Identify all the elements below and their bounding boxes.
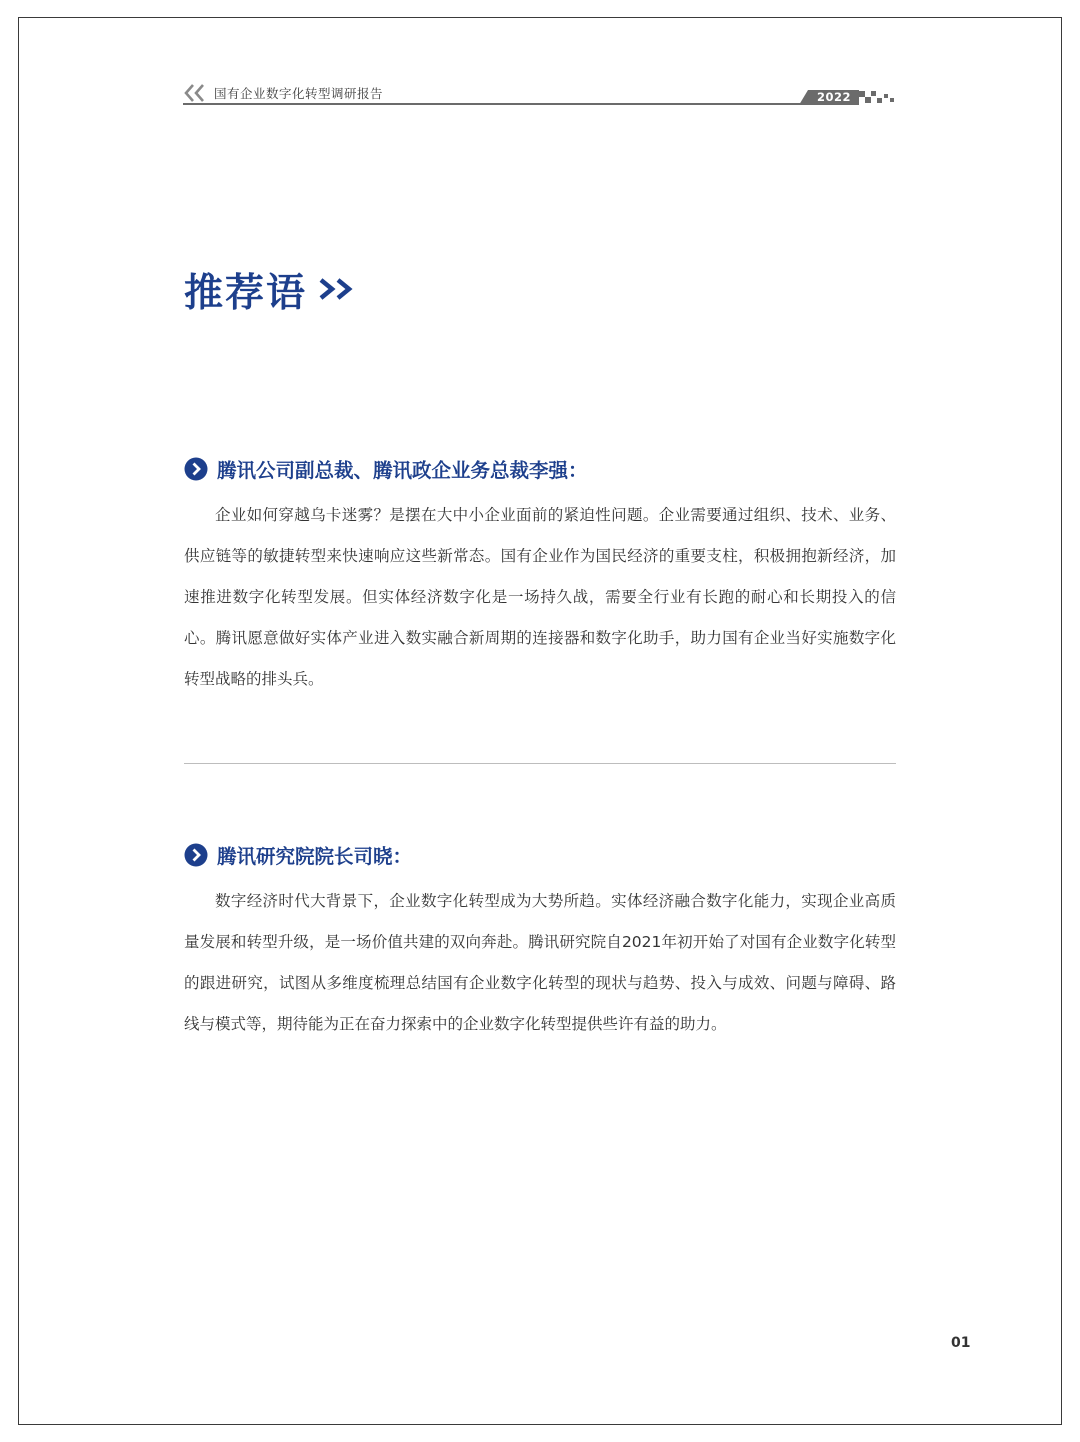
header-rule	[183, 103, 805, 105]
report-year: 2022	[817, 90, 852, 104]
page-title: 推荐语	[184, 271, 308, 316]
circle-chevron-right-icon	[184, 457, 208, 481]
section-body-2: 数字经济时代大背景下，企业数字化转型成为大势所趋。实体经济融合数字化能力，实现企业高质量发展和转型升级，是一场价值共建的双向奔赴。腾讯研究院自2021年初开始了对国有企业数字化转型的跟进研究，试图从多维度梳理总结国有企业数字化转型的现状与趋势、投入与成效、问题与障碍、路线与模式等，期待能为正在奋力探索中的企业数字化转型提供些许有益的助力。	[184, 892, 896, 1033]
checker-pattern-icon	[853, 88, 895, 106]
circle-chevron-right-icon	[184, 843, 208, 867]
section-divider	[184, 763, 896, 764]
double-chevron-right-icon	[318, 276, 356, 302]
section-title-1: 腾讯公司副总裁、腾讯政企业务总裁李强：	[217, 459, 588, 482]
running-header	[183, 80, 895, 108]
section-body-1: 企业如何穿越乌卡迷雾？是摆在大中小企业面前的紧迫性问题。企业需要通过组织、技术、业务、供应链等的敏捷转型来快速响应这些新常态。国有企业作为国民经济的重要支柱，积极拥抱新经济，加速推进数字化转型发展。但实体经济数字化是一场持久战，需要全行业有长跑的耐心和长期投入的信心。腾讯愿意做好实体产业进入数实融合新周期的连接器和数字化助手，助力国有企业当好实施数字化转型战略的排头兵。	[184, 506, 896, 688]
double-chevron-left-icon	[183, 83, 207, 103]
section-title-2: 腾讯研究院院长司晓：	[217, 845, 413, 868]
report-title: 国有企业数字化转型调研报告	[214, 86, 384, 101]
page-frame	[18, 17, 1062, 1425]
page-number: 01	[951, 1335, 971, 1351]
